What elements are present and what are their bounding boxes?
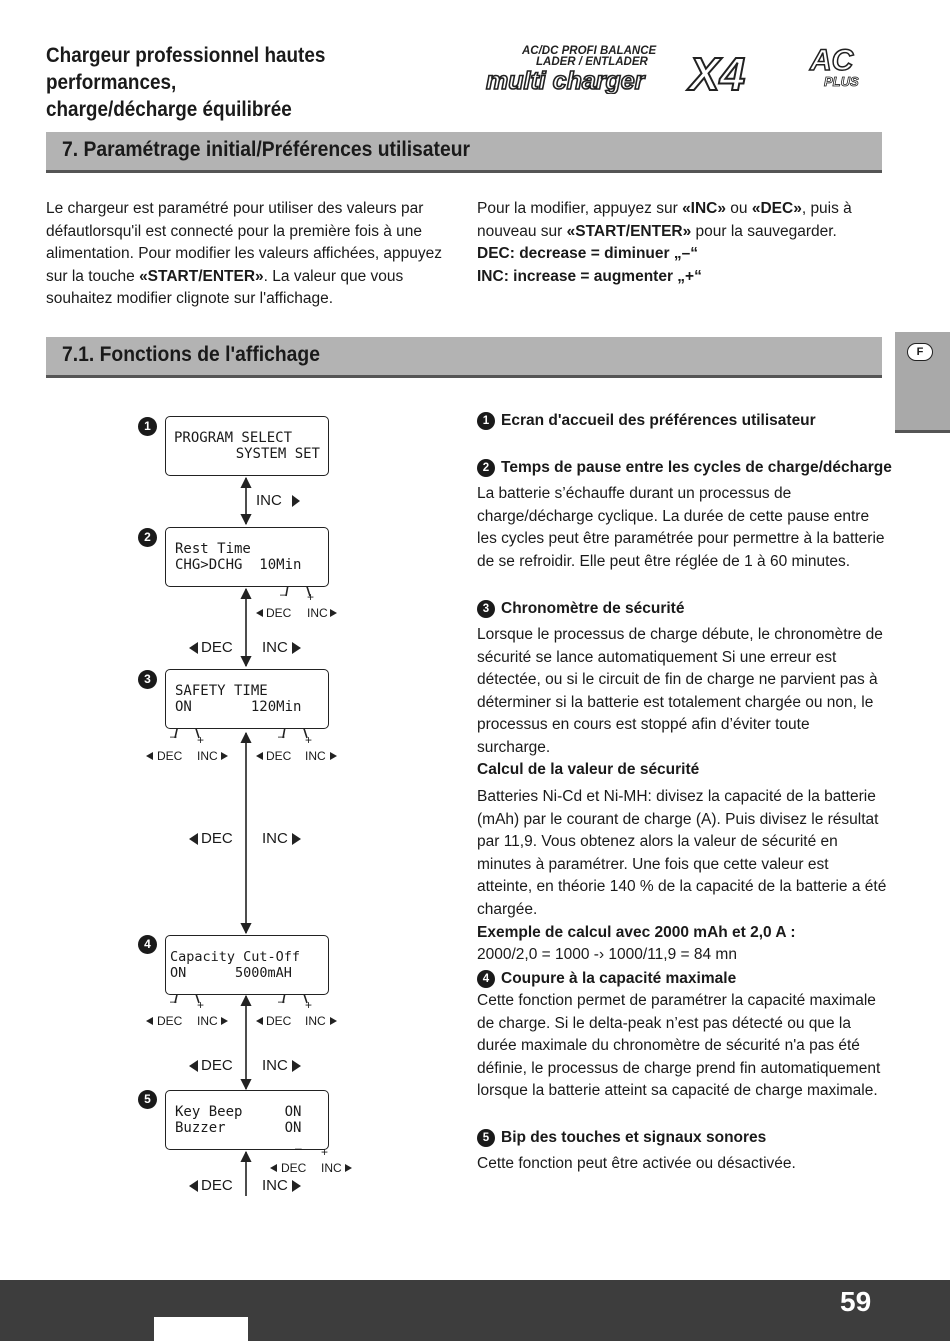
dec-label: DEC (201, 830, 233, 847)
item-5 (477, 1127, 887, 1176)
lcd3-line1: SAFETY TIME (175, 683, 268, 699)
section-7-title: 7. Paramétrage initial/Préférences utilisateur (62, 138, 471, 161)
safety-calculation (477, 759, 887, 967)
intro-right-start-enter: «START/ENTER» (566, 222, 692, 240)
item-4 (477, 968, 887, 1103)
minus-sign: – (170, 729, 177, 743)
dec-small-label: DEC (157, 1014, 183, 1028)
calc-example-heading: Exemple de calcul avec 2000 mAh et 2,0 A : (477, 923, 796, 941)
lcd3-line2: ON 120Min (175, 699, 302, 715)
item-2-title: Temps de pause entre les cycles de charge/décharge (501, 459, 892, 476)
inc-small-label: INC (321, 1161, 342, 1175)
language-tab-letter: F (907, 343, 933, 361)
item-5-text: Cette fonction peut être activée ou désactivée. (477, 1155, 796, 1172)
item-1-title: Ecran d'accueil des préférences utilisateur (501, 412, 816, 429)
item-2-text: La batterie s’échauffe durant un processus de charge/décharge cyclique. La durée de cette pause entre les cycles peut être paramétrée pour permettre à la batterie de se refroidir. Elle peut être réglée de 1 à 60 minutes. (477, 485, 885, 570)
item-5-title: Bip des touches et signaux sonores (501, 1129, 767, 1146)
inc-small-label: INC (307, 606, 328, 620)
plus-sign: + (305, 733, 313, 747)
page-footer (0, 1280, 950, 1341)
dec-label: DEC (201, 1177, 233, 1194)
lcd1-line2: SYSTEM SET (235, 446, 320, 462)
dec-small-label: DEC (266, 606, 292, 620)
lcd1-line1: PROGRAM SELECT (174, 430, 293, 446)
inc-label: INC (262, 1177, 288, 1194)
lcd-screen-rest-time (165, 527, 329, 587)
intro-right-text-c: , puis à nouveau sur (477, 200, 852, 240)
lcd2-line2: CHG>DCHG 10Min (175, 557, 302, 573)
lcd-screen-key-beep (165, 1090, 329, 1150)
lcd2-line1: Rest Time (175, 541, 251, 557)
lcd5-line1: Key Beep ON (175, 1104, 302, 1120)
item-2 (477, 457, 892, 573)
item-5-badge: 5 (477, 1129, 495, 1147)
inc-label: INC (262, 1057, 288, 1074)
dec-small-label: DEC (281, 1161, 307, 1175)
dec-label: DEC (201, 639, 233, 656)
logo-brand: multi charger (486, 67, 645, 94)
logo-ac: AC (810, 44, 854, 77)
calc-example: 2000/2,0 = 1000 -› 1000/11,9 = 84 mn (477, 946, 737, 964)
logo-line2: LADER / ENTLADER (536, 56, 648, 68)
inc-small-label: INC (197, 749, 218, 763)
intro-left-text-b: . La valeur que vous souhaitez modifier clignote sur l'affichage. (46, 267, 404, 308)
inc-label-1: INC (256, 492, 282, 509)
calc-heading: Calcul de la valeur de sécurité (477, 761, 700, 778)
intro-left-start-enter: «START/ENTER» (139, 267, 264, 285)
plus-sign: + (197, 733, 205, 747)
page-number: 59 (840, 1286, 872, 1317)
step-badge-3: 3 (138, 670, 157, 689)
minus-sign: – (170, 994, 177, 1008)
minus-sign: – (278, 729, 285, 743)
dec-small-label: DEC (157, 749, 183, 763)
footer-white-block (154, 1317, 248, 1341)
item-2-badge: 2 (477, 459, 495, 477)
intro-right-text-d: pour la sauvegarder. (691, 222, 837, 240)
intro-right-text-b: ou (726, 200, 752, 217)
inc-small-label: INC (305, 1014, 326, 1028)
dec-small-label: DEC (266, 1014, 292, 1028)
header-title-line2: charge/décharge équilibrée (46, 98, 292, 121)
logo-line1: AC/DC PROFI BALANCE (522, 45, 657, 57)
minus-sign: – (295, 1141, 302, 1155)
item-3-title: Chronomètre de sécurité (501, 600, 685, 617)
plus-sign: + (307, 590, 315, 604)
inc-small-label: INC (197, 1014, 218, 1028)
dec-small-label: DEC (266, 749, 292, 763)
step-badge-1: 1 (138, 417, 157, 436)
item-1-badge: 1 (477, 412, 495, 430)
item-4-badge: 4 (477, 970, 495, 988)
lcd-screen-capacity-cutoff (165, 935, 329, 995)
inc-label: INC (262, 639, 288, 656)
lcd4-line1: Capacity Cut-Off (170, 949, 301, 965)
intro-right-dec: «DEC» (751, 200, 802, 217)
step-badge-4: 4 (138, 935, 157, 954)
item-1 (477, 410, 887, 432)
lcd-screen-program-select (165, 416, 329, 476)
plus-sign: + (197, 998, 205, 1012)
item-3 (477, 598, 887, 760)
calc-text: Batteries Ni-Cd et Ni-MH: divisez la capacité de la batterie (mAh) par le courant de charge (A). Puis divisez le résultat par 11,9. Vous obtenez alors la valeur de sécurité en minutes à paramétrer. Une fois que cette valeur est atteinte, en théorie 140 % de la capacité de la batterie a été chargée. (477, 788, 887, 918)
section-7-1-title: 7.1. Fonctions de l'affichage (62, 343, 320, 366)
intro-right-inc: «INC» (682, 200, 726, 217)
header-title-line1: Chargeur professionnel hautes performances, (46, 44, 326, 94)
step-badge-2: 2 (138, 528, 157, 547)
inc-small-label: INC (305, 749, 326, 763)
item-3-text: Lorsque le processus de charge débute, le chronomètre de sécurité se lance automatiquement Si une erreur est détectée, ou si le circuit de fin de charge ne parvient pas à déterminer si la batterie est totalement chargée ou non, le processus en cours est stoppé afin d’éviter toute surcharge. (477, 626, 883, 756)
item-4-text: Cette fonction permet de paramétrer la capacité maximale de charge. Si le delta-peak n’est pas détecté ou que la durée maximale du chronomètre de sécurité n'a pas été définie, le processus de charge prend fin automatiquement lorsque la batterie atteint sa capacité de charge maximale. (477, 992, 881, 1100)
plus-sign: + (321, 1145, 329, 1159)
minus-sign: – (278, 994, 285, 1008)
logo-plus: PLUS (824, 74, 859, 89)
intro-right-text-a: Pour la modifier, appuyez sur (477, 200, 683, 217)
lcd5-line2: Buzzer ON (175, 1120, 302, 1136)
item-4-title: Coupure à la capacité maximale (501, 970, 737, 987)
intro-left-text-a: Le chargeur est paramétré pour utiliser des valeurs par défautlorsqu'il est connecté pour la première fois à une alimentation. Pour modifier les valeurs affichées, appuyez sur la touche (46, 200, 443, 285)
step-badge-5: 5 (138, 1090, 157, 1109)
plus-sign: + (305, 998, 313, 1012)
lcd4-line2: ON 5000mAH (170, 965, 292, 981)
logo-model: X4 (689, 48, 746, 94)
dec-label: DEC (201, 1057, 233, 1074)
item-3-badge: 3 (477, 600, 495, 618)
minus-sign: – (280, 587, 287, 601)
inc-label: INC (262, 830, 288, 847)
inc-definition: INC: increase = augmenter „+“ (477, 267, 702, 285)
lcd-screen-safety-time (165, 669, 329, 729)
dec-definition: DEC: decrease = diminuer „–“ (477, 245, 698, 263)
